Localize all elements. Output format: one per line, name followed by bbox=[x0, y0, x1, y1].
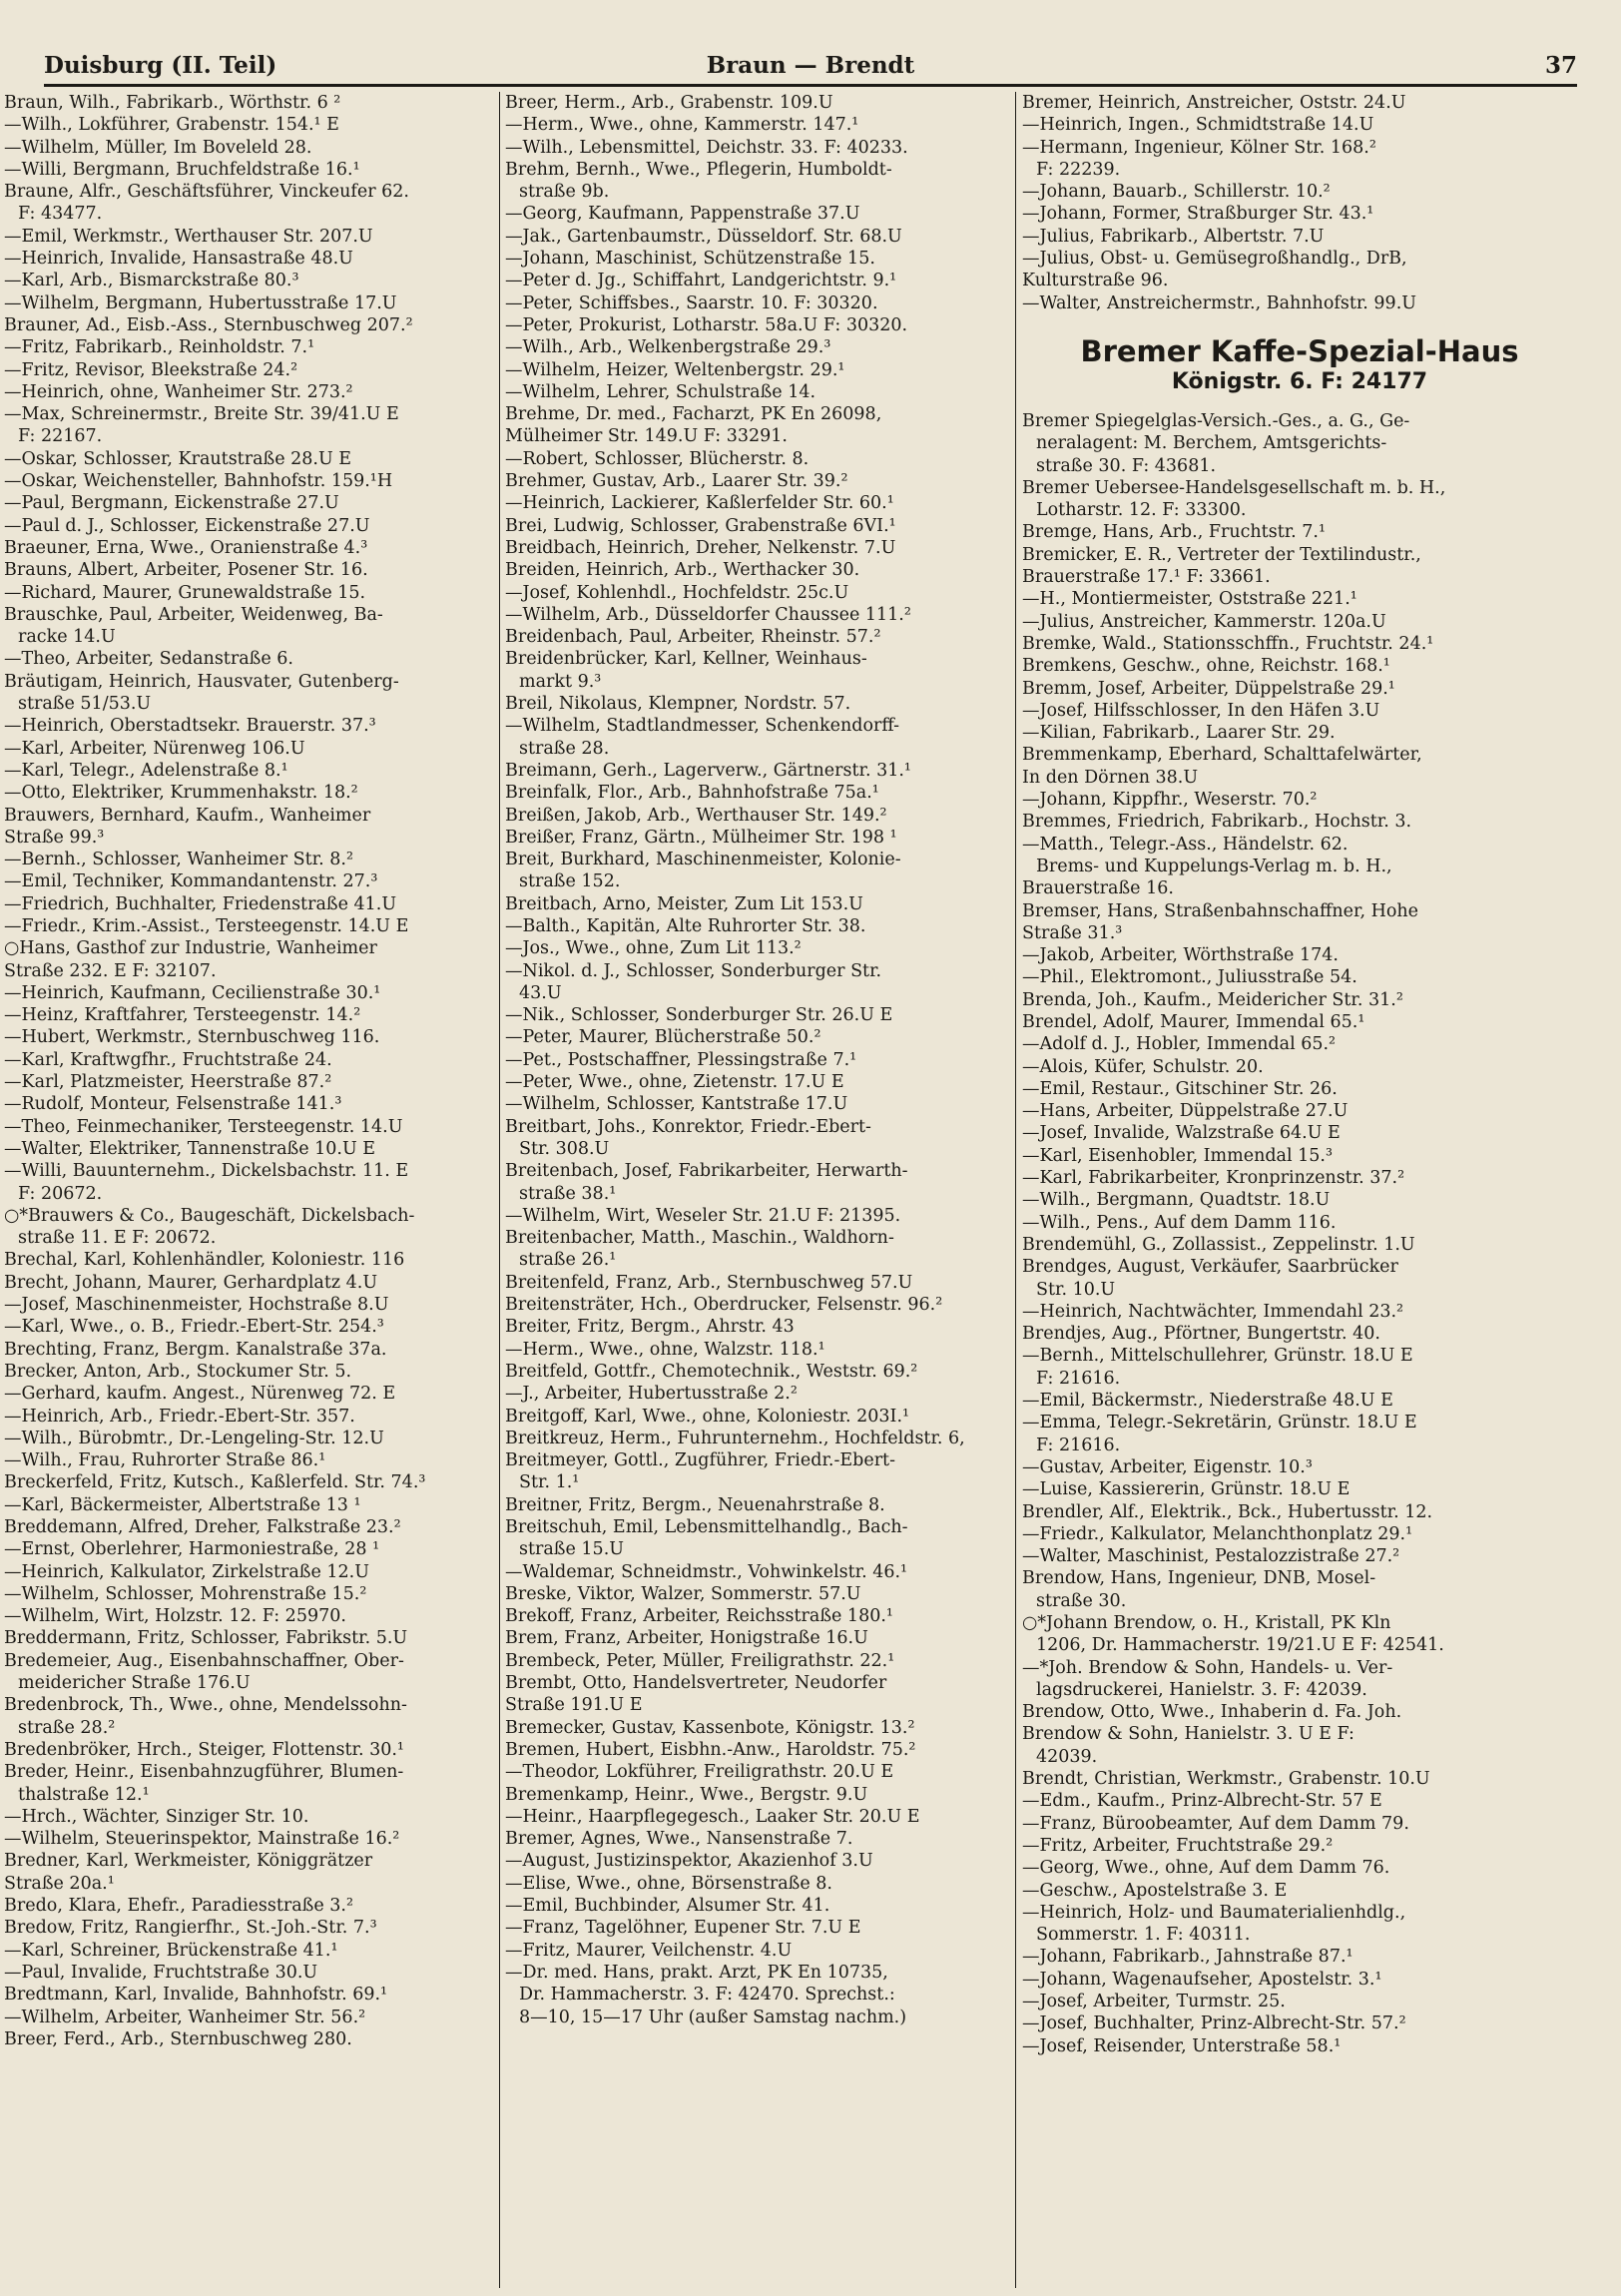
directory-entry-line: —Wilhelm, Lehrer, Schulstraße 14. bbox=[505, 381, 816, 402]
directory-entry-line: Brendler, Alf., Elektrik., Bck., Hubertusstr. 12. bbox=[1022, 1501, 1433, 1522]
directory-entry-line: Breske, Viktor, Walzer, Sommerstr. 57.U bbox=[505, 1583, 861, 1604]
directory-entry-line: Straße 232. E F: 32107. bbox=[4, 960, 217, 981]
directory-entry-line: Breitenfeld, Franz, Arb., Sternbuschweg 57.U bbox=[505, 1272, 913, 1293]
directory-entry-line: Mülheimer Str. 149.U F: 33291. bbox=[505, 426, 788, 447]
directory-entry-line: Breitenbach, Josef, Fabrikarbeiter, Herwarth- bbox=[505, 1161, 908, 1182]
directory-entry-line: —Josef, Buchhalter, Prinz-Albrecht-Str. 57.² bbox=[1022, 2013, 1406, 2034]
directory-entry-line: —Heinrich, ohne, Wanheimer Str. 273.² bbox=[4, 381, 353, 402]
directory-entry-line: Breimann, Gerh., Lagerverw., Gärtnerstr. 31.¹ bbox=[505, 760, 911, 781]
advertisement bbox=[1022, 334, 1577, 396]
directory-entry-line: —Edm., Kaufm., Prinz-Albrecht-Str. 57 E bbox=[1022, 1791, 1382, 1812]
directory-entry-line: —Oskar, Weichensteller, Bahnhofstr. 159.¹H bbox=[4, 471, 393, 492]
directory-entry-line: Breiden, Heinrich, Arb., Werthacker 30. bbox=[505, 560, 860, 581]
directory-entry-line: —Wilhelm, Schlosser, Kantstraße 17.U bbox=[505, 1094, 848, 1115]
directory-entry-line: Breitenbacher, Matth., Maschin., Waldhorn- bbox=[505, 1228, 894, 1249]
directory-entry-line: Breckerfeld, Fritz, Kutsch., Kaßlerfeld. Str. 74.³ bbox=[4, 1472, 426, 1493]
column-3 bbox=[1022, 92, 1577, 2288]
directory-entry-line: —Richard, Maurer, Grunewaldstraße 15. bbox=[4, 582, 366, 603]
directory-entry-line: Brauwers, Bernhard, Kaufm., Wanheimer bbox=[4, 805, 371, 826]
directory-entry-line: Brekoff, Franz, Arbeiter, Reichsstraße 180.¹ bbox=[505, 1606, 893, 1627]
header-city-section: Duisburg (II. Teil) bbox=[44, 52, 277, 79]
ad-address: Königstr. 6. F: 24177 bbox=[1171, 368, 1428, 394]
directory-entry-line: —Georg, Wwe., ohne, Auf dem Damm 76. bbox=[1022, 1858, 1390, 1879]
directory-entry-line: Braun, Wilh., Fabrikarb., Wörthstr. 6 ² bbox=[4, 93, 341, 113]
directory-entry-line: —Josef, Arbeiter, Turmstr. 25. bbox=[1022, 1992, 1286, 2012]
directory-entry-line: Breidbach, Heinrich, Dreher, Nelkenstr. 7.U bbox=[505, 537, 896, 558]
directory-entry-line: Lotharstr. 12. F: 33300. bbox=[1036, 500, 1247, 521]
directory-entry-line: Bremecker, Gustav, Kassenbote, Königstr. 13.² bbox=[505, 1717, 915, 1738]
directory-entry-line: —Emil, Techniker, Kommandantenstr. 27.³ bbox=[4, 871, 378, 892]
directory-entry-line: straße 30. F: 43681. bbox=[1036, 455, 1217, 476]
directory-entry-line: —Paul, Bergmann, Eickenstraße 27.U bbox=[4, 493, 339, 514]
directory-entry-line: Bräutigam, Heinrich, Hausvater, Gutenberg- bbox=[4, 671, 399, 692]
directory-entry-line: Brembeck, Peter, Müller, Freiligrathstr. 22.¹ bbox=[505, 1650, 895, 1671]
directory-entry-line: 42039. bbox=[1036, 1746, 1098, 1767]
directory-entry-line: Breitbart, Johs., Konrektor, Friedr.-Ebert- bbox=[505, 1116, 871, 1137]
column-3-top-entries bbox=[1022, 92, 1577, 314]
directory-entry-line: —Bernh., Mittelschullehrer, Grünstr. 18.U E bbox=[1022, 1346, 1413, 1367]
directory-entry-line: F: 21616. bbox=[1036, 1435, 1121, 1455]
directory-entry-line: —Herm., Wwe., ohne, Walzstr. 118.¹ bbox=[505, 1339, 825, 1360]
directory-entry-line: —Heinrich, Holz- und Baumaterialienhdlg., bbox=[1022, 1902, 1406, 1923]
directory-entry-line: —Matth., Telegr.-Ass., Händelstr. 62. bbox=[1022, 834, 1349, 855]
directory-entry-line: Breit, Burkhard, Maschinenmeister, Kolonie- bbox=[505, 850, 901, 870]
directory-entry-line: —Willi, Bergmann, Bruchfeldstraße 16.¹ bbox=[4, 159, 360, 180]
directory-entry-line: —Wilhelm, Arbeiter, Wanheimer Str. 56.² bbox=[4, 2007, 366, 2027]
directory-entry-line: Brenda, Joh., Kaufm., Meidericher Str. 31.² bbox=[1022, 989, 1403, 1010]
directory-entry-line: Breil, Nikolaus, Klempner, Nordstr. 57. bbox=[505, 694, 851, 715]
directory-entry-line: Breddemann, Alfred, Dreher, Falkstraße 23.² bbox=[4, 1517, 401, 1537]
directory-entry-line: Str. 10.U bbox=[1036, 1279, 1116, 1300]
directory-entry-line: —Franz, Büroobeamter, Auf dem Damm 79. bbox=[1022, 1813, 1409, 1834]
directory-entry-line: F: 43477. bbox=[18, 204, 103, 225]
directory-entry-line: —Pet., Postschaffner, Plessingstraße 7.¹ bbox=[505, 1049, 857, 1070]
directory-entry-line: straße 28.² bbox=[18, 1717, 116, 1738]
directory-entry-line: 43.U bbox=[519, 982, 562, 1003]
directory-entry-line: Breitner, Fritz, Bergm., Neuenahrstraße 8. bbox=[505, 1494, 885, 1515]
directory-entry-line: Straße 20a.¹ bbox=[4, 1873, 115, 1894]
directory-entry-line: —J., Arbeiter, Hubertusstraße 2.² bbox=[505, 1384, 798, 1405]
directory-entry-line: Bredow, Fritz, Rangierfhr., St.-Joh.-Str. 7.³ bbox=[4, 1918, 377, 1939]
column-2 bbox=[505, 92, 1004, 2288]
directory-entry-line: Bremer Uebersee-Handelsgesellschaft m. b. H., bbox=[1022, 477, 1446, 498]
directory-entry-line: —Johann, Fabrikarb., Jahnstraße 87.¹ bbox=[1022, 1947, 1353, 1968]
directory-entry-line: Brechting, Franz, Bergm. Kanalstraße 37a. bbox=[4, 1339, 387, 1360]
directory-entry-line: Bremke, Wald., Stationsschffn., Fruchtstr. 24.¹ bbox=[1022, 633, 1434, 654]
header-name-range: Braun — Brendt bbox=[706, 52, 915, 79]
directory-entry-line: Brauns, Albert, Arbeiter, Posener Str. 16. bbox=[4, 560, 368, 581]
directory-entry-line: —Wilhelm, Arb., Düsseldorfer Chaussee 111.² bbox=[505, 604, 911, 625]
directory-entry-line: Breitmeyer, Gottl., Zugführer, Friedr.-Ebert- bbox=[505, 1450, 896, 1471]
page-header bbox=[44, 50, 1577, 87]
directory-entry-line: —Hermann, Ingenieur, Kölner Str. 168.² bbox=[1022, 137, 1376, 158]
directory-entry-line: Breitkreuz, Herm., Fuhrunternehm., Hochfeldstr. 6, bbox=[505, 1428, 965, 1448]
directory-entry-line: —Elise, Wwe., ohne, Börsenstraße 8. bbox=[505, 1873, 832, 1894]
directory-entry-line: racke 14.U bbox=[18, 627, 116, 648]
directory-entry-line: F: 22239. bbox=[1036, 159, 1121, 180]
directory-entry-line: —Peter, Maurer, Blücherstraße 50.² bbox=[505, 1027, 821, 1048]
directory-entry-line: Brendges, August, Verkäufer, Saarbrücker bbox=[1022, 1257, 1398, 1278]
directory-entry-line: ○*Johann Brendow, o. H., Kristall, PK Kln bbox=[1022, 1613, 1391, 1633]
directory-entry-line: ○*Brauwers & Co., Baugeschäft, Dickelsbach- bbox=[4, 1205, 415, 1226]
directory-entry-line: —Josef, Hilfsschlosser, In den Häfen 3.U bbox=[1022, 700, 1380, 721]
directory-entry-line: —Wilh., Bürobmtr., Dr.-Lengeling-Str. 12.U bbox=[4, 1428, 384, 1448]
directory-entry-line: meidericher Straße 176.U bbox=[18, 1673, 251, 1694]
directory-entry-line: —Dr. med. Hans, prakt. Arzt, PK En 10735, bbox=[505, 1962, 888, 1983]
directory-entry-line: straße 152. bbox=[519, 871, 621, 892]
directory-entry-line: —Heinrich, Invalide, Hansastraße 48.U bbox=[4, 249, 353, 270]
directory-entry-line: —Emil, Buchbinder, Alsumer Str. 41. bbox=[505, 1896, 830, 1917]
columns-area bbox=[0, 92, 1621, 2288]
directory-entry-line: ○Hans, Gasthof zur Industrie, Wanheimer bbox=[4, 938, 377, 959]
directory-entry-line: Bredenbrock, Th., Wwe., ohne, Mendelssohn- bbox=[4, 1695, 407, 1716]
directory-entry-line: —Walter, Elektriker, Tannenstraße 10.U E bbox=[4, 1138, 376, 1159]
directory-entry-line: —Fritz, Revisor, Bleekstraße 24.² bbox=[4, 359, 298, 380]
directory-entry-line: Str. 1.¹ bbox=[519, 1472, 580, 1493]
directory-entry-line: —Heinrich, Arb., Friedr.-Ebert-Str. 357. bbox=[4, 1406, 355, 1427]
directory-entry-line: Breitensträter, Hch., Oberdrucker, Felsenstr. 96.² bbox=[505, 1295, 943, 1316]
directory-entry-line: —Wilh., Bergmann, Quadtstr. 18.U bbox=[1022, 1190, 1331, 1211]
directory-entry-line: Bremm, Josef, Arbeiter, Düppelstraße 29.¹ bbox=[1022, 678, 1395, 699]
directory-entry-line: Brauerstraße 17.¹ F: 33661. bbox=[1022, 567, 1271, 588]
directory-entry-line: —Karl, Telegr., Adelenstraße 8.¹ bbox=[4, 760, 288, 781]
directory-entry-line: —Emil, Restaur., Gitschiner Str. 26. bbox=[1022, 1078, 1338, 1099]
directory-entry-line: —Wilh., Lebensmittel, Deichstr. 33. F: 40233. bbox=[505, 137, 908, 158]
directory-entry-line: —Willi, Bauunternehm., Dickelsbachstr. 11. E bbox=[4, 1161, 409, 1182]
directory-entry-line: —Josef, Invalide, Walzstraße 64.U E bbox=[1022, 1123, 1341, 1144]
directory-entry-line: —Peter, Schiffsbes., Saarstr. 10. F: 30320. bbox=[505, 292, 878, 313]
ad-title: Bremer Kaffe-Spezial-Haus bbox=[1080, 333, 1519, 368]
directory-entry-line: —Theodor, Lokführer, Freiligrathstr. 20.U E bbox=[505, 1762, 894, 1783]
directory-entry-line: Breidenbach, Paul, Arbeiter, Rheinstr. 57.² bbox=[505, 627, 881, 648]
directory-entry-line: —Wilh., Pens., Auf dem Damm 116. bbox=[1022, 1212, 1337, 1233]
directory-entry-line: —Wilh., Lokführer, Grabenstr. 154.¹ E bbox=[4, 115, 339, 136]
directory-entry-line: Breiter, Fritz, Bergm., Ahrstr. 43 bbox=[505, 1317, 795, 1338]
directory-entry-line: Brendow & Sohn, Hanielstr. 3. U E F: bbox=[1022, 1724, 1354, 1745]
directory-entry-line: Brehme, Dr. med., Facharzt, PK En 26098, bbox=[505, 404, 882, 425]
directory-entry-line: Breer, Herm., Arb., Grabenstr. 109.U bbox=[505, 93, 833, 113]
directory-entry-line: —Georg, Kaufmann, Pappenstraße 37.U bbox=[505, 204, 860, 225]
directory-entry-line: —Johann, Maschinist, Schützenstraße 15. bbox=[505, 249, 875, 270]
directory-entry-line: —Wilhelm, Schlosser, Mohrenstraße 15.² bbox=[4, 1583, 367, 1604]
directory-entry-line: straße 26.¹ bbox=[519, 1250, 617, 1271]
directory-entry-line: Brecker, Anton, Arb., Stockumer Str. 5. bbox=[4, 1361, 352, 1382]
directory-entry-line: Brems- und Kuppelungs-Verlag m. b. H., bbox=[1036, 856, 1392, 876]
directory-entry-line: Bredner, Karl, Werkmeister, Königgrätzer bbox=[4, 1851, 373, 1872]
directory-entry-line: —Waldemar, Schneidmstr., Vohwinkelstr. 46.¹ bbox=[505, 1561, 908, 1582]
directory-entry-line: Breidenbrücker, Karl, Kellner, Weinhaus- bbox=[505, 649, 867, 670]
directory-entry-line: straße 28. bbox=[519, 738, 610, 759]
directory-entry-line: —Emil, Werkmstr., Werthauser Str. 207.U bbox=[4, 226, 373, 247]
directory-entry-line: —Nik., Schlosser, Sonderburger Str. 26.U E bbox=[505, 1005, 893, 1026]
directory-entry-line: Brendjes, Aug., Pförtner, Bungertstr. 40. bbox=[1022, 1324, 1380, 1345]
directory-entry-line: —Karl, Platzmeister, Heerstraße 87.² bbox=[4, 1072, 332, 1093]
directory-entry-line: —Johann, Former, Straßburger Str. 43.¹ bbox=[1022, 204, 1374, 225]
directory-entry-line: Brendow, Otto, Wwe., Inhaberin d. Fa. Joh. bbox=[1022, 1702, 1402, 1723]
directory-entry-line: straße 9b. bbox=[519, 182, 610, 203]
directory-entry-line: 8—10, 15—17 Uhr (außer Samstag nachm.) bbox=[519, 2007, 907, 2027]
directory-entry-line: —Balth., Kapitän, Alte Ruhrorter Str. 38. bbox=[505, 915, 866, 936]
directory-entry-line: —Karl, Schreiner, Brückenstraße 41.¹ bbox=[4, 1940, 338, 1961]
directory-entry-line: —Gustav, Arbeiter, Eigenstr. 10.³ bbox=[1022, 1456, 1313, 1477]
directory-entry-line: —Karl, Bäckermeister, Albertstraße 13 ¹ bbox=[4, 1494, 361, 1515]
directory-entry-line: —Franz, Tagelöhner, Eupener Str. 7.U E bbox=[505, 1918, 861, 1939]
directory-entry-line: —Nikol. d. J., Schlosser, Sonderburger Str. bbox=[505, 960, 882, 981]
directory-entry-line: —Phil., Elektromont., Juliusstraße 54. bbox=[1022, 967, 1357, 988]
directory-entry-line: Bremer Spiegelglas-Versich.-Ges., a. G., Ge- bbox=[1022, 410, 1410, 431]
directory-entry-line: —Luise, Kassiererin, Grünstr. 18.U E bbox=[1022, 1479, 1351, 1500]
directory-entry-line: —Heinrich, Kalkulator, Zirkelstraße 12.U bbox=[4, 1561, 369, 1582]
directory-entry-line: —Wilhelm, Wirt, Weseler Str. 21.U F: 21395. bbox=[505, 1205, 901, 1226]
directory-entry-line: straße 38.¹ bbox=[519, 1183, 617, 1204]
directory-entry-line: Braeuner, Erna, Wwe., Oranienstraße 4.³ bbox=[4, 537, 368, 558]
directory-entry-line: —Wilhelm, Müller, Im Boveleld 28. bbox=[4, 137, 312, 158]
directory-entry-line: —Peter, Prokurist, Lotharstr. 58a.U F: 30320. bbox=[505, 314, 908, 335]
directory-entry-line: straße 30. bbox=[1036, 1590, 1127, 1611]
directory-entry-line: —Heinrich, Oberstadtsekr. Brauerstr. 37.³ bbox=[4, 716, 376, 737]
directory-entry-line: —Johann, Wagenaufseher, Apostelstr. 3.¹ bbox=[1022, 1969, 1382, 1990]
directory-entry-line: straße 15.U bbox=[519, 1539, 624, 1560]
directory-entry-line: —Max, Schreinermstr., Breite Str. 39/41.U E bbox=[4, 404, 399, 425]
directory-entry-line: Bredenbröker, Hrch., Steiger, Flottenstr. 30.¹ bbox=[4, 1739, 404, 1760]
directory-entry-line: —Walter, Anstreichermstr., Bahnhofstr. 99.U bbox=[1022, 292, 1417, 313]
directory-entry-line: —Robert, Schlosser, Blücherstr. 8. bbox=[505, 448, 810, 469]
directory-entry-line: Breitschuh, Emil, Lebensmittelhandlg., Bach- bbox=[505, 1517, 908, 1537]
directory-entry-line: —Emil, Bäckermstr., Niederstraße 48.U E bbox=[1022, 1391, 1393, 1412]
directory-entry-line: —Wilhelm, Heizer, Weltenbergstr. 29.¹ bbox=[505, 359, 845, 380]
directory-entry-line: Breitfeld, Gottfr., Chemotechnik., Weststr. 69.² bbox=[505, 1361, 918, 1382]
directory-entry-line: —August, Justizinspektor, Akazienhof 3.U bbox=[505, 1851, 873, 1872]
directory-entry-line: —Geschw., Apostelstraße 3. E bbox=[1022, 1880, 1288, 1901]
directory-entry-line: —Karl, Wwe., o. B., Friedr.-Ebert-Str. 254.³ bbox=[4, 1317, 384, 1338]
directory-entry-line: —Karl, Kraftwgfhr., Fruchtstraße 24. bbox=[4, 1049, 332, 1070]
directory-entry-line: In den Dörnen 38.U bbox=[1022, 767, 1199, 788]
directory-entry-line: —Johann, Kippfhr., Weserstr. 70.² bbox=[1022, 790, 1318, 811]
directory-entry-line: —Jos., Wwe., ohne, Zum Lit 113.² bbox=[505, 938, 802, 959]
directory-entry-line: —Gerhard, kaufm. Angest., Nürenweg 72. E bbox=[4, 1384, 396, 1405]
directory-entry-line: —Theo, Arbeiter, Sedanstraße 6. bbox=[4, 649, 293, 670]
directory-entry-line: Brendt, Christian, Werkmstr., Grabenstr. 10.U bbox=[1022, 1769, 1430, 1790]
directory-entry-line: Brendel, Adolf, Maurer, Immendal 65.¹ bbox=[1022, 1011, 1365, 1032]
directory-entry-line: thalstraße 12.¹ bbox=[18, 1784, 150, 1805]
directory-entry-line: —Peter, Wwe., ohne, Zietenstr. 17.U E bbox=[505, 1072, 844, 1093]
directory-entry-line: Brauerstraße 16. bbox=[1022, 878, 1174, 899]
directory-entry-line: Kulturstraße 96. bbox=[1022, 271, 1169, 291]
directory-entry-line: Bredtmann, Karl, Invalide, Bahnhofstr. 69.¹ bbox=[4, 1985, 388, 2006]
directory-entry-line: Brehm, Bernh., Wwe., Pflegerin, Humboldt- bbox=[505, 159, 892, 180]
directory-entry-line: Straße 99.³ bbox=[4, 827, 105, 848]
directory-entry-line: —Hrch., Wächter, Sinziger Str. 10. bbox=[4, 1806, 309, 1827]
directory-entry-line: —Otto, Elektriker, Krummenhakstr. 18.² bbox=[4, 783, 358, 804]
directory-entry-line: Brem, Franz, Arbeiter, Honigstraße 16.U bbox=[505, 1628, 868, 1649]
directory-entry-line: —Karl, Fabrikarbeiter, Kronprinzenstr. 37.² bbox=[1022, 1168, 1405, 1189]
directory-entry-line: —Heinz, Kraftfahrer, Tersteegenstr. 14.² bbox=[4, 1005, 361, 1026]
directory-entry-line: Breder, Heinr., Eisenbahnzugführer, Blumen- bbox=[4, 1762, 404, 1783]
header-page-number: 37 bbox=[1544, 52, 1577, 79]
directory-entry-line: —Julius, Anstreicher, Kammerstr. 120a.U bbox=[1022, 611, 1386, 632]
directory-entry-line: Bredemeier, Aug., Eisenbahnschaffner, Ober- bbox=[4, 1650, 404, 1671]
directory-entry-line: —Wilhelm, Steuerinspektor, Mainstraße 16.² bbox=[4, 1829, 400, 1850]
directory-entry-line: neralagent: M. Berchem, Amtsgerichts- bbox=[1036, 433, 1387, 454]
directory-entry-line: Brauner, Ad., Eisb.-Ass., Sternbuschweg 207.² bbox=[4, 314, 413, 335]
directory-entry-line: —*Joh. Brendow & Sohn, Handels- u. Ver- bbox=[1022, 1657, 1393, 1678]
directory-entry-line: —Karl, Arb., Bismarckstraße 80.³ bbox=[4, 271, 299, 291]
directory-entry-line: Breitgoff, Karl, Wwe., ohne, Koloniestr. 203I.¹ bbox=[505, 1406, 910, 1427]
directory-entry-line: —Julius, Fabrikarb., Albertstr. 7.U bbox=[1022, 226, 1325, 247]
directory-entry-line: —Wilhelm, Stadtlandmesser, Schenkendorff- bbox=[505, 716, 900, 737]
directory-entry-line: —Johann, Bauarb., Schillerstr. 10.² bbox=[1022, 182, 1331, 203]
column-3-bottom-entries bbox=[1022, 410, 1577, 2057]
directory-entry-line: —Ernst, Oberlehrer, Harmoniestraße, 28 ¹ bbox=[4, 1539, 380, 1560]
directory-entry-line: Bremer, Agnes, Wwe., Nansenstraße 7. bbox=[505, 1829, 853, 1850]
directory-entry-line: —Alois, Küfer, Schulstr. 20. bbox=[1022, 1056, 1264, 1077]
directory-entry-line: —Oskar, Schlosser, Krautstraße 28.U E bbox=[4, 448, 352, 469]
directory-entry-line: Brauschke, Paul, Arbeiter, Weidenweg, Ba- bbox=[4, 604, 383, 625]
directory-entry-line: —Heinr., Haarpflegegesch., Laaker Str. 20.U E bbox=[505, 1806, 920, 1827]
directory-entry-line: Straße 31.³ bbox=[1022, 922, 1123, 943]
directory-entry-line: —Heinrich, Lackierer, Kaßlerfelder Str. 60.¹ bbox=[505, 493, 894, 514]
directory-entry-line: —Bernh., Schlosser, Wanheimer Str. 8.² bbox=[4, 850, 353, 870]
directory-entry-line: Breitbach, Arno, Meister, Zum Lit 153.U bbox=[505, 893, 863, 914]
directory-entry-line: Bremmes, Friedrich, Fabrikarb., Hochstr. 3. bbox=[1022, 812, 1412, 833]
directory-entry-line: Bremser, Hans, Straßenbahnschaffner, Hohe bbox=[1022, 900, 1419, 921]
directory-entry-line: —Hubert, Werkmstr., Sternbuschweg 116. bbox=[4, 1027, 380, 1048]
directory-entry-line: —Karl, Arbeiter, Nürenweg 106.U bbox=[4, 738, 305, 759]
directory-entry-line: —Karl, Eisenhobler, Immendal 15.³ bbox=[1022, 1145, 1333, 1166]
directory-entry-line: —Paul d. J., Schlosser, Eickenstraße 27.U bbox=[4, 515, 370, 536]
directory-entry-line: —Hans, Arbeiter, Düppelstraße 27.U bbox=[1022, 1101, 1349, 1122]
directory-entry-line: —Paul, Invalide, Fruchtstraße 30.U bbox=[4, 1962, 318, 1983]
directory-entry-line: Brechal, Karl, Kohlenhändler, Koloniestr. 116 bbox=[4, 1250, 405, 1271]
directory-entry-line: Bremicker, E. R., Vertreter der Textilindustr., bbox=[1022, 544, 1421, 565]
directory-entry-line: —Adolf d. J., Hobler, Immendal 65.² bbox=[1022, 1034, 1337, 1055]
directory-entry-line: Bremen, Hubert, Eisbhn.-Anw., Haroldstr. 75.² bbox=[505, 1739, 916, 1760]
directory-entry-line: —Kilian, Fabrikarb., Laarer Str. 29. bbox=[1022, 723, 1336, 744]
column-1 bbox=[4, 92, 496, 2288]
directory-entry-line: —Jakob, Arbeiter, Wörthstraße 174. bbox=[1022, 945, 1339, 966]
directory-entry-line: straße 11. E F: 20672. bbox=[18, 1228, 217, 1249]
directory-entry-line: —Heinrich, Ingen., Schmidtstraße 14.U bbox=[1022, 115, 1374, 136]
directory-entry-line: Brei, Ludwig, Schlosser, Grabenstraße 6VI.¹ bbox=[505, 515, 896, 536]
directory-entry-line: —Walter, Maschinist, Pestalozzistraße 27.² bbox=[1022, 1546, 1400, 1567]
directory-entry-line: —Peter d. Jg., Schiffahrt, Landgerichtstr. 9.¹ bbox=[505, 271, 897, 291]
directory-entry-line: —Emma, Telegr.-Sekretärin, Grünstr. 18.U E bbox=[1022, 1413, 1417, 1434]
directory-entry-line: —Josef, Reisender, Unterstraße 58.¹ bbox=[1022, 2035, 1342, 2056]
directory-entry-line: F: 21616. bbox=[1036, 1368, 1121, 1389]
directory-entry-line: Bremge, Hans, Arb., Fruchtstr. 7.¹ bbox=[1022, 522, 1327, 543]
directory-entry-line: Brendemühl, G., Zollassist., Zeppelinstr. 1.U bbox=[1022, 1234, 1415, 1255]
directory-entry-line: Sommerstr. 1. F: 40311. bbox=[1036, 1925, 1251, 1946]
directory-entry-line: —Friedrich, Buchhalter, Friedenstraße 41.U bbox=[4, 893, 397, 914]
directory-entry-line: —Fritz, Maurer, Veilchenstr. 4.U bbox=[505, 1940, 793, 1961]
directory-entry-line: —Josef, Kohlenhdl., Hochfeldstr. 25c.U bbox=[505, 582, 849, 603]
directory-entry-line: —Friedr., Kalkulator, Melanchthonplatz 29.¹ bbox=[1022, 1523, 1413, 1544]
directory-entry-line: Breer, Ferd., Arb., Sternbuschweg 280. bbox=[4, 2028, 352, 2049]
directory-entry-line: —Herm., Wwe., ohne, Kammerstr. 147.¹ bbox=[505, 115, 859, 136]
directory-entry-line: Breinfalk, Flor., Arb., Bahnhofstraße 75a.¹ bbox=[505, 783, 879, 804]
directory-entry-line: —Friedr., Krim.-Assist., Tersteegenstr. 14.U E bbox=[4, 915, 409, 936]
directory-entry-line: —Wilhelm, Bergmann, Hubertusstraße 17.U bbox=[4, 292, 397, 313]
directory-entry-line: —Heinrich, Nachtwächter, Immendahl 23.² bbox=[1022, 1301, 1404, 1322]
directory-entry-line: —Fritz, Fabrikarb., Reinholdstr. 7.¹ bbox=[4, 337, 315, 358]
directory-entry-line: Str. 308.U bbox=[519, 1138, 610, 1159]
directory-entry-line: straße 51/53.U bbox=[18, 694, 152, 715]
directory-entry-line: —Heinrich, Kaufmann, Cecilienstraße 30.¹ bbox=[4, 982, 381, 1003]
directory-entry-line: Brembt, Otto, Handelsvertreter, Neudorfer bbox=[505, 1673, 887, 1694]
directory-entry-line: Straße 191.U E bbox=[505, 1695, 643, 1716]
directory-entry-line: Bremmenkamp, Eberhard, Schalttafelwärter, bbox=[1022, 745, 1422, 766]
directory-entry-line: Breißer, Franz, Gärtn., Mülheimer Str. 198 ¹ bbox=[505, 827, 897, 848]
directory-entry-line: Braune, Alfr., Geschäftsführer, Vinckeufer 62. bbox=[4, 182, 409, 203]
directory-entry-line: —Wilhelm, Wirt, Holzstr. 12. F: 25970. bbox=[4, 1606, 346, 1627]
directory-entry-line: lagsdruckerei, Hanielstr. 3. F: 42039. bbox=[1036, 1679, 1367, 1700]
directory-entry-line: Bremer, Heinrich, Anstreicher, Oststr. 24.U bbox=[1022, 93, 1406, 113]
directory-entry-line: Dr. Hammacherstr. 3. F: 42470. Sprechst.: bbox=[519, 1985, 895, 2006]
directory-entry-line: —Fritz, Arbeiter, Fruchtstraße 29.² bbox=[1022, 1835, 1334, 1856]
directory-entry-line: F: 20672. bbox=[18, 1183, 103, 1204]
directory-entry-line: —Jak., Gartenbaumstr., Düsseldorf. Str. 68.U bbox=[505, 226, 902, 247]
directory-entry-line: Breddermann, Fritz, Schlosser, Fabrikstr. 5.U bbox=[4, 1628, 408, 1649]
directory-entry-line: Bremenkamp, Heinr., Wwe., Bergstr. 9.U bbox=[505, 1784, 868, 1805]
directory-entry-line: Brendow, Hans, Ingenieur, DNB, Mosel- bbox=[1022, 1568, 1376, 1589]
directory-entry-line: markt 9.³ bbox=[519, 671, 602, 692]
directory-entry-line: —Theo, Feinmechaniker, Tersteegenstr. 14.U bbox=[4, 1116, 403, 1137]
directory-entry-line: —Wilh., Arb., Welkenbergstraße 29.³ bbox=[505, 337, 831, 358]
directory-entry-line: —Julius, Obst- u. Gemüsegroßhandlg., DrB, bbox=[1022, 249, 1407, 270]
directory-entry-line: —Wilh., Frau, Ruhrorter Straße 86.¹ bbox=[4, 1450, 326, 1471]
directory-entry-line: Bredo, Klara, Ehefr., Paradiesstraße 3.² bbox=[4, 1896, 353, 1917]
directory-entry-line: 1206, Dr. Hammacherstr. 19/21.U E F: 42541. bbox=[1036, 1635, 1444, 1656]
directory-entry-line: Breißen, Jakob, Arb., Werthauser Str. 149.² bbox=[505, 805, 887, 826]
directory-entry-line: Bremkens, Geschw., ohne, Reichstr. 168.¹ bbox=[1022, 656, 1390, 677]
directory-entry-line: Brecht, Johann, Maurer, Gerhardplatz 4.U bbox=[4, 1272, 378, 1293]
directory-entry-line: F: 22167. bbox=[18, 426, 103, 447]
directory-entry-line: —Josef, Maschinenmeister, Hochstraße 8.U bbox=[4, 1295, 389, 1316]
directory-entry-line: —Rudolf, Monteur, Felsenstraße 141.³ bbox=[4, 1094, 342, 1115]
directory-entry-line: —H., Montiermeister, Oststraße 221.¹ bbox=[1022, 589, 1357, 610]
directory-entry-line: Brehmer, Gustav, Arb., Laarer Str. 39.² bbox=[505, 471, 848, 492]
